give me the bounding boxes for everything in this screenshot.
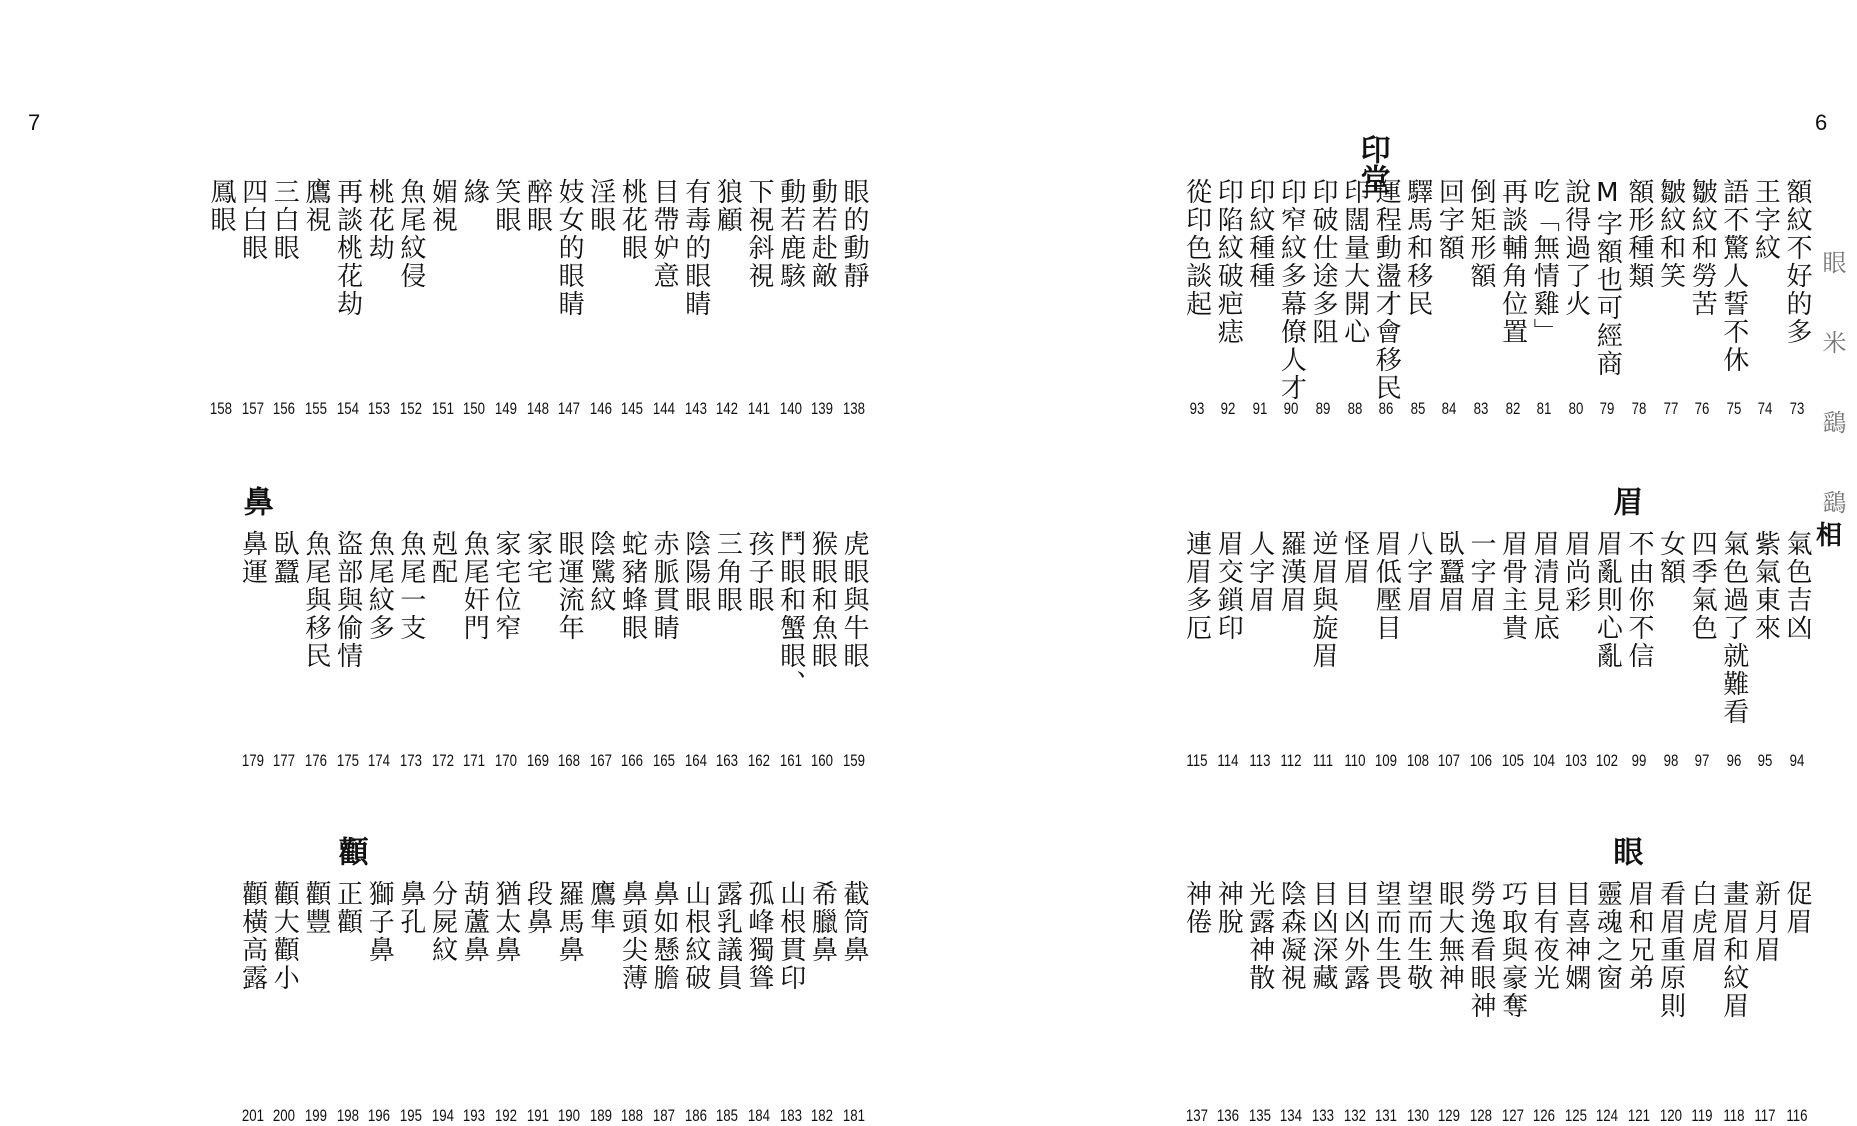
toc-entry-title: 眉尚彩 <box>1560 530 1591 614</box>
toc-entry-title: 眉和兄弟 <box>1624 880 1654 992</box>
toc-entry-page-number: 79 <box>1600 399 1615 418</box>
toc-entry-title: 下視斜視 <box>744 178 775 290</box>
toc-entry-title: 緣 <box>459 178 490 206</box>
toc-entry-title: 一字眉 <box>1466 530 1496 614</box>
toc-entry-page-number: 132 <box>1343 1106 1366 1125</box>
toc-entry-page-number: 174 <box>368 751 391 770</box>
toc-entry-title: 陰騭紋 <box>585 530 616 614</box>
toc-entry-title: 鼻孔 <box>395 880 426 936</box>
toc-entry-title: 猶太鼻 <box>490 880 521 964</box>
toc-entry-title: 目喜神嫻 <box>1560 880 1591 992</box>
toc-entry-title: 印陷紋破疤痣 <box>1213 178 1244 346</box>
toc-entry-page-number: 133 <box>1311 1106 1335 1125</box>
toc-entry-page-number: 172 <box>431 751 454 770</box>
toc-entry-page-number: 134 <box>1280 1106 1303 1125</box>
toc-entry-title: 連眉多厄 <box>1181 530 1212 642</box>
toc-entry-page-number: 175 <box>336 751 359 770</box>
toc-entry-page-number: 143 <box>684 399 707 418</box>
toc-entry-page-number: 85 <box>1410 399 1426 418</box>
toc-entry-title: 羅馬鼻 <box>554 880 585 964</box>
toc-entry-page-number: 83 <box>1473 399 1489 418</box>
toc-entry-title: 眉亂則心亂 <box>1592 530 1623 670</box>
toc-entry-page-number: 162 <box>747 751 771 770</box>
toc-entry-page-number: 93 <box>1189 399 1204 418</box>
toc-entry-title: 顴大顴小 <box>269 880 300 992</box>
toc-entry-page-number: 146 <box>589 399 612 418</box>
toc-entry-page-number: 156 <box>273 399 296 418</box>
toc-entry-page-number: 193 <box>463 1106 486 1125</box>
toc-entry-page-number: 137 <box>1185 1106 1208 1125</box>
toc-entry-page-number: 148 <box>526 399 549 418</box>
toc-entry-page-number: 124 <box>1596 1106 1619 1125</box>
toc-entry-page-number: 105 <box>1501 751 1524 770</box>
toc-entry-page-number: 77 <box>1663 399 1678 418</box>
toc-entry-title: 醉眼 <box>522 178 553 234</box>
section-heading: 眉 <box>1607 486 1643 516</box>
toc-entry-page-number: 108 <box>1406 751 1429 770</box>
toc-entry-title: 皺紋和勞苦 <box>1687 178 1718 318</box>
toc-entry-title: 鳳眼 <box>206 178 236 234</box>
toc-entry-page-number: 95 <box>1758 751 1773 770</box>
toc-entry-page-number: 179 <box>241 751 264 770</box>
toc-entry-page-number: 191 <box>526 1106 549 1125</box>
toc-entry-title: 怪眉 <box>1339 530 1370 586</box>
toc-entry-page-number: 127 <box>1501 1106 1524 1125</box>
toc-entry-page-number: 97 <box>1694 751 1710 770</box>
toc-entry-title: 臥蠶眉 <box>1434 530 1465 614</box>
toc-entry-title: 目有夜光 <box>1529 880 1560 992</box>
toc-entry-page-number: 195 <box>399 1106 422 1125</box>
toc-entry-title: 魚尾紋侵 <box>395 178 426 290</box>
toc-entry-title: 鼻運 <box>237 530 268 586</box>
toc-entry-page-number: 183 <box>779 1106 802 1125</box>
toc-entry-page-number: 84 <box>1442 399 1457 418</box>
toc-entry-page-number: 111 <box>1312 751 1334 770</box>
toc-entry-page-number: 109 <box>1375 751 1398 770</box>
toc-entry-title: 回字額 <box>1434 178 1465 262</box>
toc-entry-page-number: 141 <box>747 399 771 418</box>
toc-entry-title: 四白眼 <box>237 178 268 262</box>
toc-entry-title: 陰森凝視 <box>1276 880 1307 992</box>
toc-entry-title: 顴橫高露 <box>237 880 268 992</box>
toc-entry-title: 陰陽眼 <box>680 530 711 614</box>
toc-entry-page-number: 117 <box>1754 1106 1776 1125</box>
toc-entry-page-number: 96 <box>1726 751 1742 770</box>
toc-entry-page-number: 114 <box>1217 751 1239 770</box>
toc-entry-page-number: 150 <box>463 399 486 418</box>
toc-entry-title: 家宅 <box>522 530 553 586</box>
toc-entry-title: 桃花劫 <box>364 178 395 262</box>
toc-entry-title: 眼運流年 <box>554 530 585 642</box>
toc-entry-title: 妓女的眼睛 <box>554 178 585 318</box>
toc-entry-page-number: 158 <box>209 399 233 418</box>
toc-entry-title: 皺紋和笑 <box>1655 178 1686 290</box>
toc-entry-title: 八字眉 <box>1402 530 1433 614</box>
toc-entry-page-number: 80 <box>1568 399 1584 418</box>
toc-entry-page-number: 155 <box>304 399 328 418</box>
toc-entry-title: 逆眉與旋眉 <box>1308 530 1338 670</box>
toc-entry-title: 動若赴敵 <box>807 178 838 290</box>
toc-entry-title: 巧取與豪奪 <box>1497 880 1528 1020</box>
toc-entry-page-number: 129 <box>1438 1106 1461 1125</box>
toc-entry-page-number: 160 <box>811 751 834 770</box>
toc-entry-title: 望而生畏 <box>1371 880 1402 992</box>
toc-entry-page-number: 102 <box>1596 751 1619 770</box>
toc-entry-title: 氣色吉凶 <box>1782 530 1812 642</box>
toc-entry-page-number: 161 <box>779 751 802 770</box>
toc-entry-title: 鼻頭尖薄 <box>617 880 648 992</box>
toc-entry-page-number: 168 <box>558 751 581 770</box>
toc-entry-page-number: 99 <box>1631 751 1647 770</box>
toc-entry-page-number: 128 <box>1469 1106 1493 1125</box>
toc-entry-page-number: 144 <box>653 399 676 418</box>
toc-entry-page-number: 110 <box>1344 751 1366 770</box>
toc-entry-title: 盜部與偷情 <box>332 530 363 670</box>
toc-entry-title: 動若鹿駭 <box>775 178 806 290</box>
toc-entry-title: 魚尾一支 <box>395 530 426 642</box>
toc-entry-title: 蛇豬蜂眼 <box>617 530 648 642</box>
toc-entry-page-number: 201 <box>241 1106 264 1125</box>
toc-entry-page-number: 112 <box>1280 751 1302 770</box>
toc-entry-page-number: 181 <box>842 1106 866 1125</box>
toc-entry-page-number: 187 <box>653 1106 676 1125</box>
toc-entry-title: 望而生敬 <box>1402 880 1433 992</box>
toc-entry-title: 光露神散 <box>1244 880 1275 992</box>
toc-entry-title: 印闊量大開心 <box>1339 178 1370 346</box>
toc-entry-page-number: 120 <box>1659 1106 1682 1125</box>
toc-entry-page-number: 119 <box>1691 1106 1713 1125</box>
toc-entry-title: 運程動盪才會移民 <box>1371 178 1402 402</box>
toc-entry-title: 神脫 <box>1213 880 1244 936</box>
section-heading: 眼 <box>1607 836 1643 866</box>
toc-entry-page-number: 81 <box>1536 399 1552 418</box>
toc-entry-title: 印窄紋多幕僚人才 <box>1276 178 1307 402</box>
toc-entry-page-number: 188 <box>621 1106 644 1125</box>
toc-entry-page-number: 113 <box>1249 751 1271 770</box>
toc-entry-page-number: 142 <box>716 399 739 418</box>
toc-entry-title: 有毒的眼睛 <box>680 178 711 318</box>
left-page-number: 7 <box>28 110 41 135</box>
toc-entry-title: 眉交鎖印 <box>1213 530 1244 642</box>
toc-entry-page-number: 82 <box>1505 399 1520 418</box>
toc-entry-title: 鼻如懸膽 <box>649 880 680 992</box>
toc-entry-page-number: 90 <box>1284 399 1299 418</box>
toc-entry-page-number: 92 <box>1220 399 1236 418</box>
toc-entry-title: 笑眼 <box>490 178 521 234</box>
toc-entry-title: 魚尾奸門 <box>459 530 490 642</box>
toc-entry-title: 顴豐 <box>300 880 331 936</box>
running-head <box>1812 250 1852 551</box>
toc-entry-page-number: 170 <box>494 751 517 770</box>
toc-entry-page-number: 192 <box>494 1106 517 1125</box>
toc-entry-title: 三角眼 <box>712 530 743 614</box>
toc-entry-title: 眉骨主貴 <box>1497 530 1528 642</box>
toc-entry-page-number: 167 <box>589 751 612 770</box>
toc-entry-title: 額形種類 <box>1624 178 1654 290</box>
toc-entry-title: 鬥眼和蟹眼、 <box>775 530 806 698</box>
toc-entry-title: 眉低壓目 <box>1371 530 1402 642</box>
toc-entry-page-number: 118 <box>1723 1106 1745 1125</box>
toc-entry-title: 魚尾與移民 <box>300 530 331 670</box>
toc-entry-page-number: 116 <box>1786 1106 1808 1125</box>
toc-entry-title: 眼大無神 <box>1434 880 1465 992</box>
toc-entry-title: 淫眼 <box>585 178 616 234</box>
toc-entry-page-number: 182 <box>811 1106 834 1125</box>
toc-entry-title: 靈魂之窗 <box>1592 880 1623 992</box>
toc-entry-page-number: 86 <box>1378 399 1394 418</box>
toc-entry-page-number: 106 <box>1469 751 1493 770</box>
toc-entry-title: 紫氣東來 <box>1750 530 1781 642</box>
toc-entry-title: 倒矩形額 <box>1466 178 1496 290</box>
toc-entry-page-number: 200 <box>273 1106 296 1125</box>
toc-entry-title: 桃花眼 <box>617 178 648 262</box>
toc-entry-page-number: 169 <box>526 751 549 770</box>
toc-entry-page-number: 147 <box>558 399 581 418</box>
toc-entry-title: 額紋不好的多 <box>1782 178 1812 346</box>
toc-entry-title: 神倦 <box>1181 880 1212 936</box>
running-head-emphasis: 相 <box>1816 521 1843 551</box>
toc-entry-page-number: 185 <box>716 1106 739 1125</box>
toc-entry-title: 臥蠶 <box>269 530 300 586</box>
toc-entry-title: 孤峰獨聳 <box>744 880 775 992</box>
toc-entry-page-number: 157 <box>241 399 264 418</box>
toc-entry-title: 眉清見底 <box>1529 530 1560 642</box>
toc-entry-page-number: 154 <box>336 399 359 418</box>
toc-entry-page-number: 165 <box>653 751 676 770</box>
toc-entry-title: 葫蘆鼻 <box>459 880 490 964</box>
toc-entry-title: 氣色過了就難看 <box>1718 530 1749 726</box>
toc-entry-title: 三白眼 <box>269 178 300 262</box>
toc-entry-page-number: 104 <box>1533 751 1556 770</box>
toc-entry-title: 目凶外露 <box>1339 880 1370 992</box>
toc-entry-title: 赤脈貫睛 <box>649 530 680 642</box>
toc-entry-title: 虎眼與牛眼 <box>839 530 869 670</box>
toc-entry-page-number: 189 <box>589 1106 612 1125</box>
toc-entry-title: M字額也可經商 <box>1592 178 1623 378</box>
toc-entry-title: 山根紋破 <box>680 880 711 992</box>
toc-entry-page-number: 166 <box>621 751 644 770</box>
toc-entry-title: 印紋種種 <box>1244 178 1275 290</box>
toc-entry-title: 段鼻 <box>522 880 553 936</box>
toc-entry-title: 畫眉和紋眉 <box>1718 880 1749 1020</box>
toc-entry-page-number: 76 <box>1694 399 1710 418</box>
toc-entry-page-number: 98 <box>1663 751 1678 770</box>
toc-entry-page-number: 115 <box>1186 751 1208 770</box>
toc-entry-title: 印破仕途多阻 <box>1308 178 1338 346</box>
toc-entry-page-number: 125 <box>1564 1106 1587 1125</box>
toc-entry-page-number: 89 <box>1315 399 1331 418</box>
toc-entry-page-number: 130 <box>1406 1106 1429 1125</box>
toc-entry-page-number: 75 <box>1726 399 1742 418</box>
toc-entry-title: 媚視 <box>427 178 458 234</box>
toc-entry-title: 魚尾紋多 <box>364 530 395 642</box>
toc-entry-title: 王字紋 <box>1750 178 1781 262</box>
toc-entry-page-number: 173 <box>399 751 422 770</box>
toc-entry-title: 勞逸看眼神 <box>1466 880 1496 1020</box>
toc-entry-page-number: 91 <box>1252 399 1268 418</box>
toc-entry-title: 獅子鼻 <box>364 880 395 964</box>
toc-entry-page-number: 163 <box>716 751 739 770</box>
toc-entry-title: 目帶妒意 <box>649 178 680 290</box>
toc-entry-title: 分屍紋 <box>427 880 458 964</box>
toc-entry-title: 截筒鼻 <box>839 880 869 964</box>
toc-entry-title: 從印色談起 <box>1181 178 1212 318</box>
toc-entry-page-number: 164 <box>684 751 707 770</box>
toc-entry-page-number: 151 <box>431 399 454 418</box>
toc-entry-title: 人字眉 <box>1244 530 1275 614</box>
toc-entry-page-number: 78 <box>1631 399 1647 418</box>
toc-entry-page-number: 88 <box>1347 399 1362 418</box>
toc-entry-title: 正顴 <box>332 880 363 936</box>
toc-entry-title: 白虎眉 <box>1687 880 1718 964</box>
toc-entry-title: 家宅位窄 <box>490 530 521 642</box>
toc-entry-page-number: 94 <box>1789 751 1805 770</box>
toc-entry-page-number: 176 <box>304 751 328 770</box>
toc-entry-page-number: 184 <box>747 1106 771 1125</box>
toc-entry-title: 女額 <box>1655 530 1686 586</box>
toc-entry-title: 羅漢眉 <box>1276 530 1307 614</box>
toc-entry-title: 鷹視 <box>300 178 331 234</box>
toc-entry-title: 新月眉 <box>1750 880 1781 964</box>
section-heading: 鼻 <box>237 486 273 516</box>
toc-entry-title: 狼顧 <box>712 178 743 234</box>
toc-entry-title: 不由你不信 <box>1624 530 1654 670</box>
toc-entry-page-number: 73 <box>1789 399 1805 418</box>
toc-entry-title: 希臘鼻 <box>807 880 838 964</box>
toc-entry-page-number: 145 <box>621 399 644 418</box>
toc-entry-page-number: 136 <box>1217 1106 1240 1125</box>
running-head-text: 眼 米 鷂 鷂 <box>1818 250 1846 528</box>
toc-entry-page-number: 198 <box>336 1106 359 1125</box>
toc-entry-page-number: 139 <box>811 399 834 418</box>
toc-entry-title: 驛馬和移民 <box>1402 178 1433 318</box>
toc-entry-page-number: 152 <box>399 399 422 418</box>
toc-entry-title: 剋配 <box>427 530 458 586</box>
toc-entry-page-number: 190 <box>558 1106 581 1125</box>
toc-entry-page-number: 194 <box>431 1106 454 1125</box>
toc-entry-page-number: 138 <box>842 399 866 418</box>
toc-entry-title: 促眉 <box>1782 880 1812 936</box>
toc-entry-title: 目凶深藏 <box>1308 880 1338 992</box>
toc-entry-page-number: 74 <box>1758 399 1773 418</box>
toc-entry-page-number: 196 <box>368 1106 391 1125</box>
toc-entry-page-number: 103 <box>1564 751 1587 770</box>
toc-entry-title: 露乳議員 <box>712 880 743 992</box>
toc-entry-title: 眼的動靜 <box>839 178 869 290</box>
section-heading: 顴 <box>332 836 368 866</box>
toc-entry-page-number: 140 <box>779 399 802 418</box>
toc-entry-page-number: 135 <box>1248 1106 1271 1125</box>
toc-entry-title: 鷹隼 <box>585 880 616 936</box>
toc-entry-page-number: 186 <box>684 1106 707 1125</box>
toc-entry-page-number: 171 <box>463 751 486 770</box>
toc-entry-page-number: 177 <box>273 751 296 770</box>
toc-entry-page-number: 199 <box>304 1106 328 1125</box>
toc-entry-page-number: 149 <box>494 399 517 418</box>
toc-entry-title: 再談桃花劫 <box>332 178 363 318</box>
toc-entry-title: 山根貫印 <box>775 880 806 992</box>
toc-entry-page-number: 126 <box>1533 1106 1556 1125</box>
toc-entry-title: 看眉重原則 <box>1655 880 1686 1020</box>
toc-entry-title: 再談輔角位置 <box>1497 178 1528 346</box>
toc-entry-title: 吃「無情雞」 <box>1529 178 1560 346</box>
toc-entry-page-number: 107 <box>1438 751 1461 770</box>
toc-entry-page-number: 153 <box>368 399 391 418</box>
toc-entry-page-number: 131 <box>1375 1106 1398 1125</box>
toc-entry-title: 說得過了火 <box>1560 178 1591 318</box>
toc-entry-title: 語不驚人誓不休 <box>1718 178 1749 374</box>
toc-entry-page-number: 121 <box>1627 1106 1651 1125</box>
toc-entry-page-number: 159 <box>842 751 866 770</box>
section-heading: 印堂 <box>1354 134 1390 194</box>
toc-entry-title: 四季氣色 <box>1687 530 1718 642</box>
right-page-number: 6 <box>1815 110 1828 135</box>
toc-entry-title: 孩子眼 <box>744 530 775 614</box>
toc-entry-title: 猴眼和魚眼 <box>807 530 838 670</box>
